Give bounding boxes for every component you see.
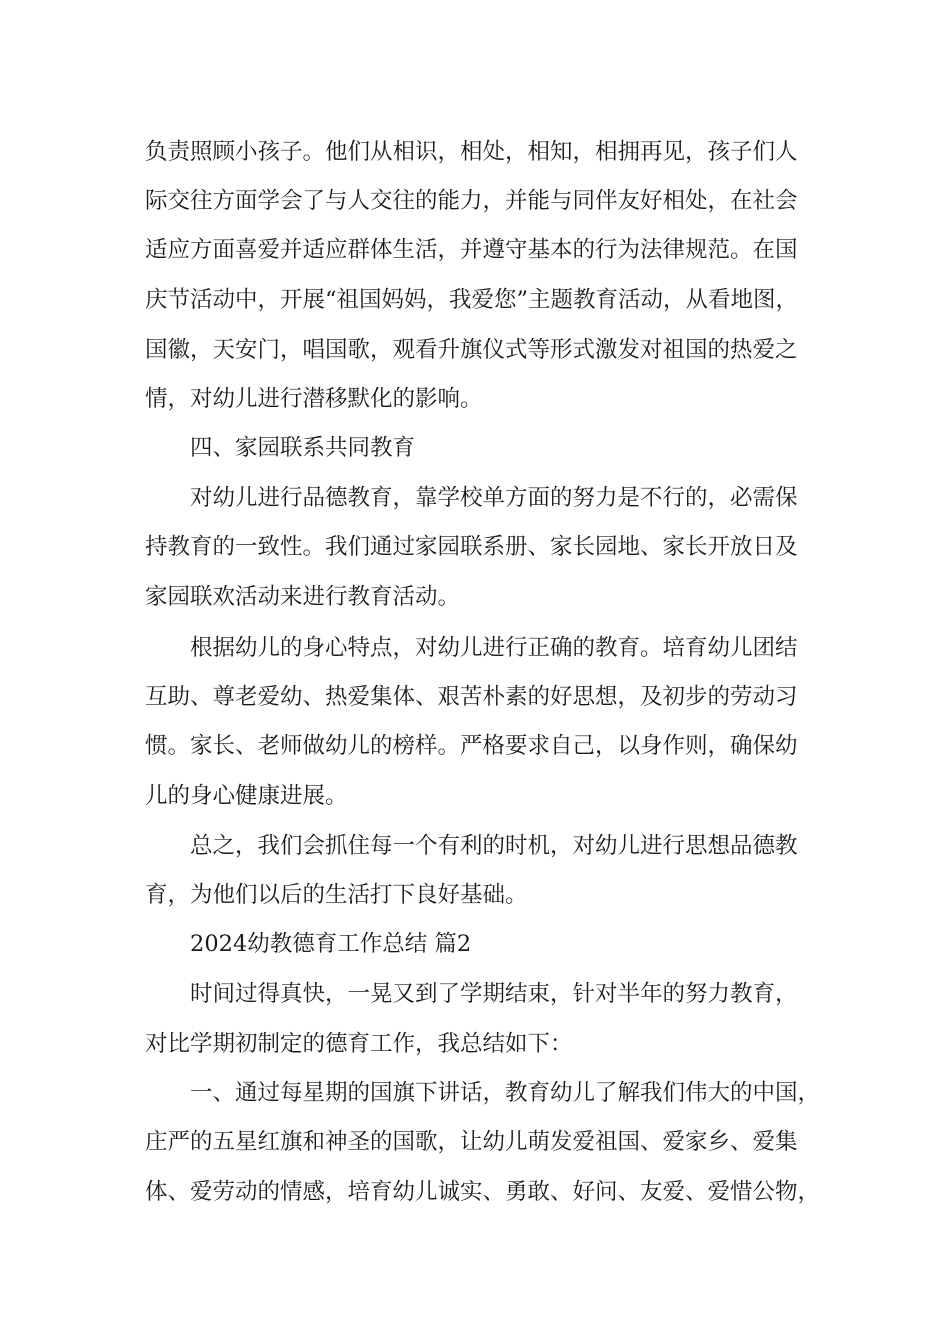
text-line-2: 际交往方面学会了与人交往的能力，并能与同伴友好相处，在社会 (145, 188, 798, 214)
text-line-16: 育，为他们以后的生活打下良好基础。 (145, 882, 528, 908)
text-line-5: 国徽，天安门，唱国歌，观看升旗仪式等形式激发对祖国的热爱之 (145, 337, 798, 363)
text-line-4: 庆节活动中，开展“祖国妈妈，我爱您”主题教育活动，从看地图， (145, 287, 799, 313)
text-line-20: 一、通过每星期的国旗下讲话，教育幼儿了解我们伟大的中国， (190, 1080, 821, 1106)
text-line-11: 根据幼儿的身心特点，对幼儿进行正确的教育。培育幼儿团结 (190, 635, 798, 661)
text-line-8: 对幼儿进行品德教育，靠学校单方面的努力是不行的，必需保 (190, 485, 798, 511)
text-line-10: 家园联欢活动来进行教育活动。 (145, 584, 461, 610)
article-title-2: 2024幼教德育工作总结 篇2 (190, 931, 472, 957)
text-line-21: 庄严的五星红旗和神圣的国歌，让幼儿萌发爱祖国、爱家乡、爱集 (145, 1129, 798, 1155)
text-line-19: 对比学期初制定的德育工作，我总结如下： (145, 1031, 573, 1057)
text-line-15: 总之，我们会抓住每一个有利的时机，对幼儿进行思想品德教 (190, 833, 798, 859)
text-line-12: 互助、尊老爱幼、热爱集体、艰苦朴素的好思想，及初步的劳动习 (145, 684, 798, 710)
text-line-18: 时间过得真快，一晃又到了学期结束，针对半年的努力教育， (190, 981, 798, 1007)
text-line-14: 儿的身心健康进展。 (145, 783, 348, 809)
text-line-3: 适应方面喜爱并适应群体生活，并遵守基本的行为法律规范。在国 (145, 237, 798, 263)
text-line-9: 持教育的一致性。我们通过家园联系册、家长园地、家长开放日及 (145, 534, 798, 560)
text-line-6: 情，对幼儿进行潜移默化的影响。 (145, 386, 483, 412)
text-line-13: 惯。家长、老师做幼儿的榜样。严格要求自己，以身作则，确保幼 (145, 733, 798, 759)
text-line-22: 体、爱劳动的情感，培育幼儿诚实、勇敢、好问、友爱、爱惜公物， (145, 1179, 821, 1205)
section-heading-4: 四、家园联系共同教育 (190, 435, 416, 461)
text-line-1: 负责照顾小孩子。他们从相识，相处，相知，相拥再见，孩子们人 (145, 139, 798, 165)
